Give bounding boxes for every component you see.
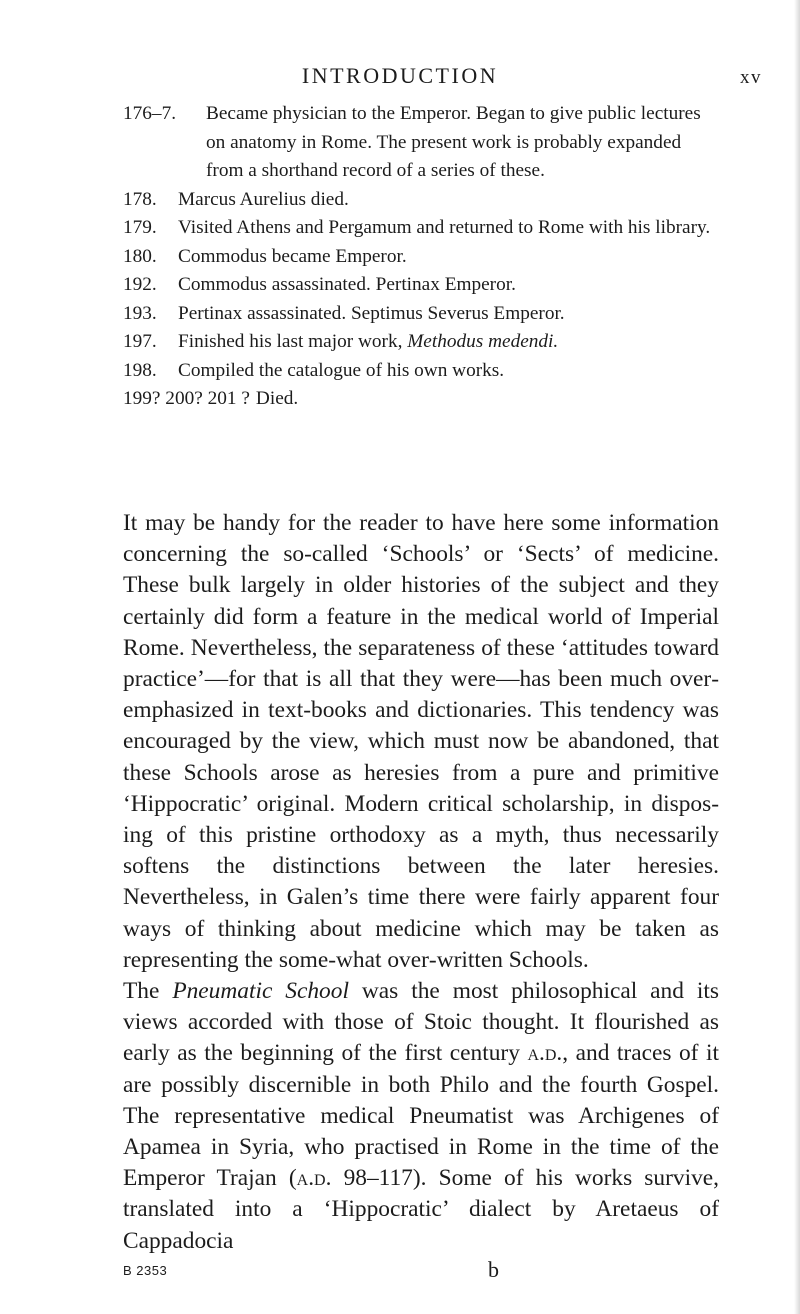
- entry-text: Died.: [255, 388, 299, 409]
- paragraph-text: The: [123, 978, 173, 1005]
- page-number: xv: [740, 67, 762, 88]
- entry-text: Commodus became Emperor.: [178, 245, 407, 267]
- paragraph-text: was the most philosophical and its views accorded with those of Stoic thought. It flourished as early as the beginning of the first century: [123, 978, 719, 1067]
- chronology-entry: [123, 357, 713, 386]
- entry-text: Became physician to the Emperor. Began to give public lectures on anatomy in Rome. The present work is probably expanded from a shorthand record of a series of these.: [206, 103, 701, 181]
- entry-year: 197.: [123, 331, 157, 352]
- chronology-entry: [123, 300, 713, 329]
- running-head-title: INTRODUCTION: [301, 63, 499, 88]
- term-pneumatic-school: Pneumatic School: [172, 978, 349, 1005]
- entry-year: 192.: [123, 274, 157, 295]
- chronology-entry: [123, 385, 713, 414]
- paragraph-text: , and traces of it are possibly discernible in both Philo and the fourth Gospel. The representative medical Pneumatist was Archigenes of Apamea in Syria, who practised in Rome in the time of the Emperor Trajan (: [123, 1040, 719, 1192]
- printer-signature: B 2353: [123, 1263, 168, 1278]
- entry-text-plain: Finished his last major work,: [178, 331, 408, 352]
- entry-text: Pertinax assassinated. Septimus Severus Emperor.: [178, 302, 565, 324]
- entry-text: Visited Athens and Pergamum and returned to Rome with his library.: [178, 217, 711, 238]
- paragraph-text: 98–117). Some of his works survive, translated into a ‘Hippocratic’ dialect by Aretaeus of Cappadocia: [123, 1165, 720, 1254]
- entry-text: Marcus Aurelius died.: [178, 188, 349, 210]
- paragraph-pneumatic-school: [123, 976, 719, 1257]
- entry-year: 176–7.: [123, 103, 177, 124]
- chronology-list: [123, 100, 713, 414]
- chronology-entry: [123, 271, 713, 300]
- chronology-entry: [123, 214, 713, 243]
- chronology-entry: [123, 328, 713, 357]
- chronology-entry: [123, 100, 713, 186]
- entry-text: Compiled the catalogue of his own works.: [178, 359, 505, 381]
- entry-year: 199? 200? 201 ?: [123, 388, 250, 409]
- gathering-mark: b: [488, 1257, 499, 1282]
- page-edge-shadow: [794, 0, 800, 1314]
- entry-year: 178.: [123, 188, 157, 210]
- body-text: [123, 508, 719, 1257]
- entry-text: [178, 328, 713, 357]
- era-abbreviation: a.d.: [527, 1040, 563, 1067]
- entry-year: 198.: [123, 359, 157, 381]
- entry-text: Commodus assassinated. Pertinax Emperor.: [178, 274, 516, 295]
- paragraph-schools-of-medicine: It may be handy for the reader to have here some information concerning the so‐called ‘Schools’ or ‘Sects’ of medicine. These bulk largely in older histories of the subject and they certainly did form a feature in the medical world of Imperial Rome. Nevertheless, the separateness of these ‘attitudes toward practice’—for that is all that they were—has been much over‐emphasized in text‐books and dictionaries. This tendency was encouraged by the view, which must now be abandoned, that these Schools arose as heresies from a pure and primitive ‘Hippocratic’ original. Modern critical scholarship, in dispos‐ing of this pristine orthodoxy as a myth, thus necessarily softens the distinctions between the later heresies. Nevertheless, in Galen’s time there were fairly apparent four ways of thinking about medicine which may be taken as representing the some‐what over‐written Schools.: [123, 510, 719, 973]
- entry-year: 180.: [123, 245, 157, 267]
- era-abbreviation: a.d.: [296, 1165, 332, 1192]
- chronology-entry: [123, 186, 713, 215]
- book-title-methodus-medendi: Methodus medendi.: [407, 331, 559, 352]
- chronology-entry: [123, 243, 713, 272]
- entry-year: 193.: [123, 302, 157, 324]
- entry-year: 179.: [123, 217, 157, 238]
